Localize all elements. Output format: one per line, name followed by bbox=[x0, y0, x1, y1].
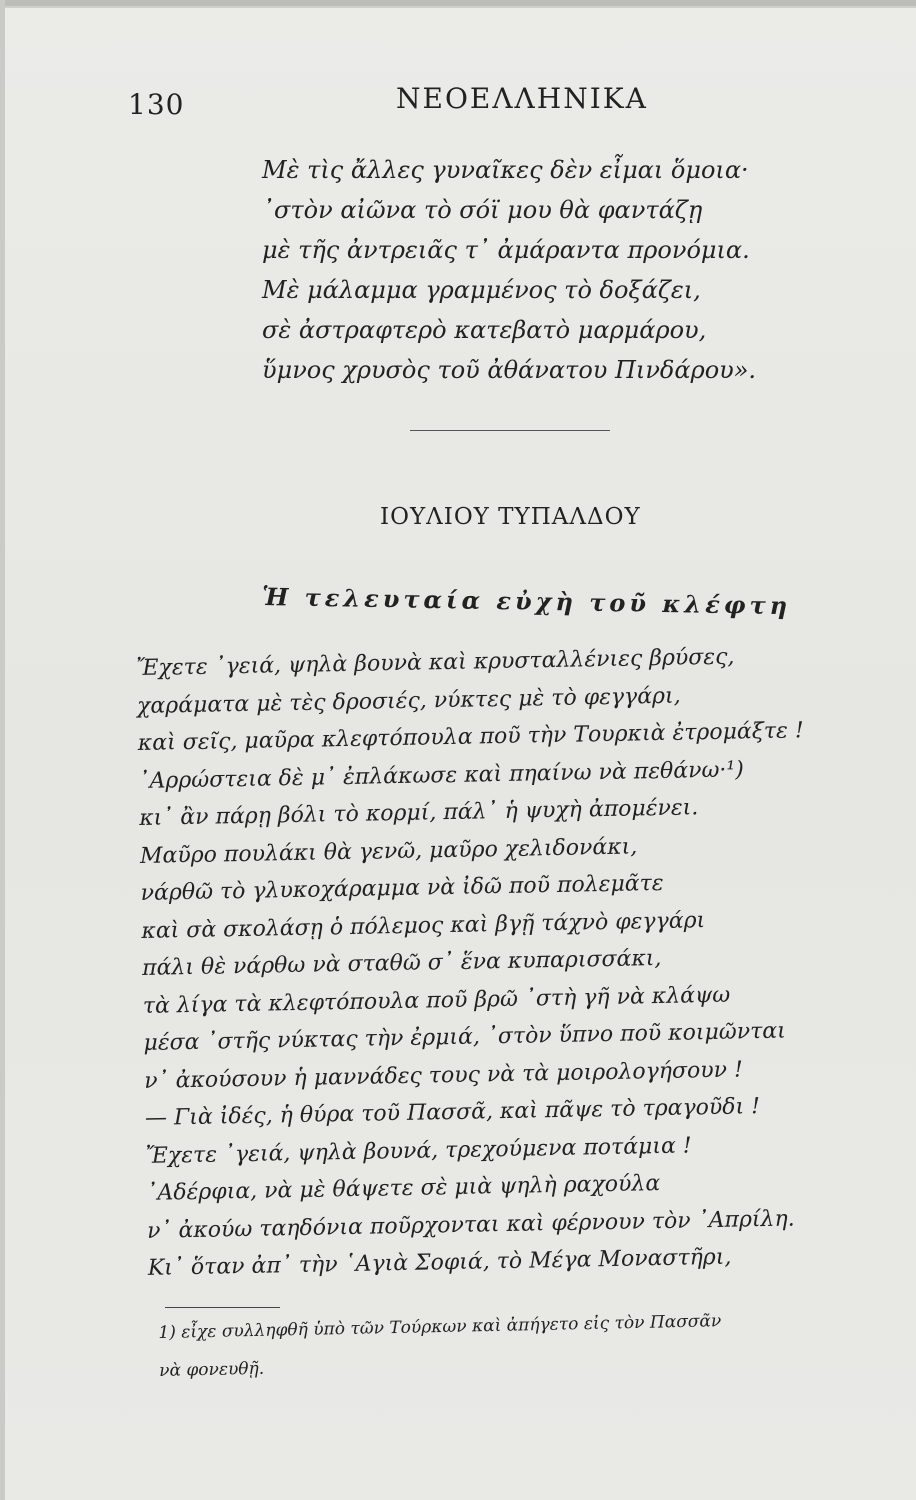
footnote-line: 1) εἶχε συλληφθῆ ὑπὸ τῶν Τούρκων καὶ ἀπήγετο εἰς τὸν Πασσᾶν bbox=[158, 1311, 722, 1343]
stanza-line: ᾿στὸν αἰῶνα τὸ σόϊ μου θὰ φαντάζῃ bbox=[262, 196, 703, 224]
stanza-line: Μὲ τὶς ἄλλες γυναῖκες δὲν εἶμαι ὅμοια· bbox=[262, 156, 749, 184]
poem-line: χαράματα μὲ τὲς δροσιές, νύκτες μὲ τὸ φεγγάρι, bbox=[136, 683, 681, 719]
stanza-line: ὕμνος χρυσὸς τοῦ ἀθάνατου Πινδάρου». bbox=[262, 356, 757, 384]
poem-line: ν᾿ ἀκούω ταηδόνια ποῦρχονται καὶ φέρνουν τὸν ᾿Απρίλη. bbox=[146, 1205, 795, 1244]
poem-line: πάλι θὲ νάρθω νὰ σταθῶ σ᾿ ἕνα κυπαρισσάκι, bbox=[141, 945, 662, 981]
poem-line: κι᾿ ἂν πάρῃ βόλι τὸ κορμί, πάλ᾿ ἡ ψυχὴ ἀπομένει. bbox=[138, 795, 699, 831]
poem-line: ᾿Αδέρφια, νὰ μὲ θάψετε σὲ μιὰ ψηλὴ ραχούλα bbox=[146, 1171, 661, 1206]
poem-line: Μαῦρο πουλάκι θὰ γενῶ, μαῦρο χελιδονάκι, bbox=[139, 833, 638, 869]
poem-line: — Γιὰ ἰδές, ἡ θύρα τοῦ Πασσᾶ, καὶ πᾶψε τὸ τραγοῦδι ! bbox=[144, 1094, 761, 1131]
scan-left-edge bbox=[0, 0, 5, 1500]
section-divider bbox=[410, 430, 610, 431]
poem-body bbox=[136, 637, 814, 1287]
poem-line: τὰ λίγα τὰ κλεφτόπουλα ποῦ βρῶ ᾿στὴ γῆ νὰ κλάψω bbox=[142, 982, 731, 1019]
previous-poem-stanza bbox=[262, 150, 756, 390]
poem-line: Ἔχετε ᾿γειά, ψηλὰ βουνά, τρεχούμενα ποτάμια ! bbox=[145, 1132, 692, 1169]
page-number: 130 bbox=[128, 88, 185, 121]
footnote-line: νὰ φονευθῇ. bbox=[158, 1358, 265, 1381]
poem-line: καὶ σὰ σκολάσῃ ὁ πόλεμος καὶ βγῇ τάχνὸ φεγγάρι bbox=[141, 907, 706, 944]
poem-title: Ἡ τελευταία εὐχὴ τοῦ κλέφτη bbox=[261, 582, 792, 621]
poem-line: μέσα ᾿στῆς νύκτας τὴν ἐρμιά, ᾿στὸν ὕπνο ποῦ κοιμῶνται bbox=[143, 1018, 786, 1056]
footnote-divider bbox=[165, 1307, 280, 1308]
running-header-title: ΝΕΟΕΛΛΗΝΙΚΑ bbox=[396, 82, 648, 115]
poem-line: νάρθῶ τὸ γλυκοχάραμμα νὰ ἰδῶ ποῦ πολεμᾶτε bbox=[140, 870, 664, 906]
scan-top-edge-shadow bbox=[0, 6, 916, 8]
poem-author: ΙΟΥΛΙΟΥ ΤΥΠΑΛΔΟΥ bbox=[380, 504, 641, 530]
poem-line: καὶ σεῖς, μαῦρα κλεφτόπουλα ποῦ τὴν Τουρκιὰ ἐτρομάξτε ! bbox=[137, 718, 804, 756]
poem-line: Κι᾿ ὅταν ἀπ᾿ τὴν ῾Αγιὰ Σοφιά, τὸ Μέγα Μοναστῆρι, bbox=[147, 1244, 732, 1281]
poem-line: Ἔχετε ᾿γειά, ψηλὰ βουνὰ καὶ κρυσταλλένιες βρύσες, bbox=[136, 644, 735, 681]
stanza-line: Μὲ μάλαμμα γραμμένος τὸ δοξάζει, bbox=[262, 276, 701, 304]
footnote bbox=[158, 1302, 722, 1390]
stanza-line: σὲ ἀστραφτερὸ κατεβατὸ μαρμάρου, bbox=[262, 316, 707, 344]
stanza-line: μὲ τῆς ἀντρειᾶς τ᾿ ἀμάραντα προνόμια. bbox=[262, 236, 750, 264]
poem-line: ᾿Αρρώστεια δὲ μ᾿ ἐπλάκωσε καὶ πηαίνω νὰ πεθάνω·¹) bbox=[138, 756, 745, 794]
poem-line: ν᾿ ἀκούσουν ἡ μαννάδες τους νὰ τὰ μοιρολογήσουν ! bbox=[144, 1056, 744, 1094]
